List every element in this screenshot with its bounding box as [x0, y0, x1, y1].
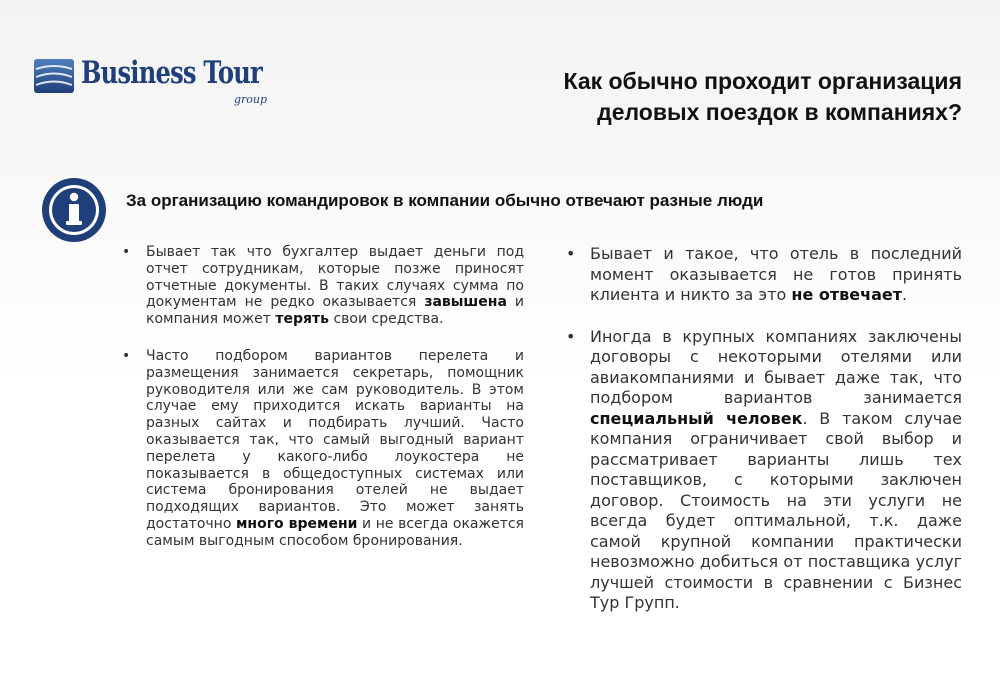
- highlight-text: терять: [275, 311, 329, 328]
- page-title-line-1: Как обычно проходит организация: [563, 68, 962, 94]
- globe-logo-icon: [34, 57, 74, 97]
- logo-name: Business Tour: [81, 55, 262, 91]
- list-item: • Часто подбором вариантов перелета и размещения занимается секретарь, помощник руководителя или же сам руководитель. В этом случае ему приходится искать варианты на разных сайтах и подбирать лучший. Часто оказывается так, что самый выгодный вариант перелета у какого-либо лоукостера не показывается в общедоступных системах или система бронирования отелей не выдает подходящих вариантов. Это может занять достаточно много времени и не всегда окажется самым выгодным способом бронирования.: [122, 348, 524, 550]
- list-item: • Иногда в крупных компаниях заключены договоры с некоторыми отелями или авиакомпаниями и бывает даже так, что подбором вариантов занимается специальный человек. В таком случае компания ограничивает свой выбор и рассматривает варианты лишь тех поставщиков, с которыми заключен договор. Стоимость на эти услуги не всегда будет оптимальной, т.к. даже самой крупной компании практически невозможно добиться от поставщика услуг лучшей стоимости в сравнении с Бизнес Тур Групп.: [566, 327, 962, 614]
- list-item: • Бывает и такое, что отель в последний момент оказывается не готов принять клиента и никто за это не отвечает.: [566, 244, 962, 306]
- highlight-text: много времени: [235, 515, 358, 532]
- highlight-text: завышена: [424, 294, 507, 311]
- highlight-text: не отвечает: [791, 285, 903, 304]
- company-logo: [34, 55, 268, 115]
- logo-group: group: [234, 93, 268, 106]
- subheading: За организацию командировок в компании обычно отвечают разные люди: [126, 191, 764, 210]
- left-bullet-list: [122, 244, 524, 570]
- right-bullet-list: [566, 244, 962, 635]
- highlight-text: специальный человек: [590, 408, 803, 428]
- info-circle-icon: [40, 176, 108, 244]
- list-item: • Бывает так что бухгалтер выдает деньги под отчет сотрудникам, которые позже приносят отчетные документы. В таких случаях сумма по документам не редко оказывается завышена и компания может терять свои средства.: [122, 244, 524, 328]
- page-title-line-2: деловых поездок в компаниях?: [597, 99, 962, 125]
- page-title: [362, 66, 962, 128]
